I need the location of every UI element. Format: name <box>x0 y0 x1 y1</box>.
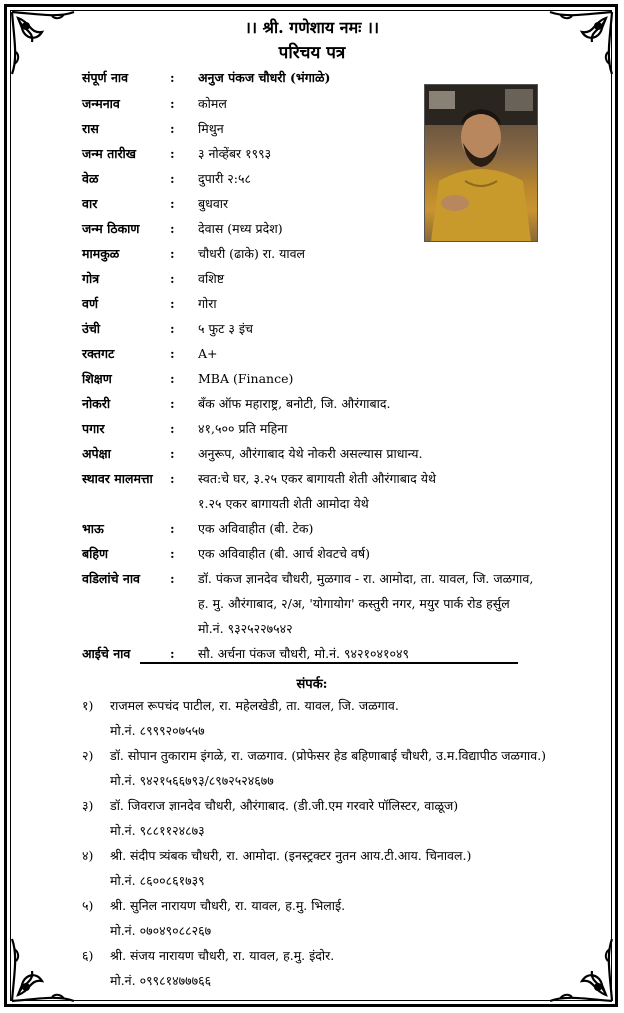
contact-number: २) <box>82 748 94 763</box>
field-value: चौधरी (ढाके) रा. यावल <box>198 246 305 261</box>
field-colon: : <box>170 546 175 561</box>
field-colon: : <box>170 221 175 236</box>
invocation-heading: ।। श्री. गणेशाय नमः ।। <box>244 18 380 37</box>
contact-name: राजमल रूपचंद पाटील, रा. महेलखेडी, ता. यावल, जि. जळगाव. <box>110 698 399 713</box>
field-label: रास <box>82 121 99 136</box>
field-value: देवास (मध्य प्रदेश) <box>198 221 283 236</box>
field-colon: : <box>170 571 175 586</box>
field-value: बँक ऑफ महाराष्ट्र, बनोटी, जि. औरंगाबाद. <box>198 396 391 411</box>
field-row <box>82 121 602 137</box>
field-label: भाऊ <box>82 521 104 536</box>
contact-name: श्री. संदीप त्र्यंबक चौधरी, रा. आमोदा. (इनस्ट्रक्टर नुतन आय.टी.आय. चिनावल.) <box>110 848 472 863</box>
field-value: वशिष्ट <box>198 271 224 286</box>
field-value: कोमल <box>198 96 227 111</box>
divider-line <box>140 662 518 664</box>
field-row <box>82 646 602 662</box>
field-value: अनुरूप, औरंगाबाद येथे नोकरी असल्यास प्राधान्य. <box>198 446 423 461</box>
field-colon: : <box>170 171 175 186</box>
field-label: स्थावर मालमत्ता <box>82 471 153 486</box>
field-label: संपूर्ण नाव <box>82 70 129 85</box>
field-label: अपेक्षा <box>82 446 111 461</box>
contact-name: श्री. सुनिल नारायण चौधरी, रा. यावल, ह.मु. भिलाई. <box>110 898 346 913</box>
field-colon: : <box>170 271 175 286</box>
field-row <box>82 421 602 437</box>
contact-phone: मो.नं. ९८८११२४८७३ <box>110 823 205 838</box>
field-label: मामकुळ <box>82 246 120 261</box>
field-label: बहिण <box>82 546 109 561</box>
contact-number: ५) <box>82 898 94 913</box>
contact-number: १) <box>82 698 94 713</box>
field-value: A+ <box>198 346 218 361</box>
contact-number: ४) <box>82 848 94 863</box>
field-row <box>82 271 602 287</box>
field-row <box>82 70 602 86</box>
field-row <box>82 571 602 637</box>
field-colon: : <box>170 521 175 536</box>
field-value: दुपारी २:५८ <box>198 171 252 186</box>
contact-phone: मो.नं. ८६००८६१७३९ <box>110 873 205 888</box>
field-value: सौ. अर्चना पंकज चौधरी, मो.नं. ९४२१०४१०४९ <box>198 646 409 661</box>
field-label: शिक्षण <box>82 371 112 386</box>
field-row <box>82 146 602 162</box>
field-label: वर्ण <box>82 296 98 311</box>
field-value: स्वत:चे घर, ३.२५ एकर बागायती शेती औरंगाबाद येथे <box>198 471 437 486</box>
field-value: ४१,५०० प्रति महिना <box>198 421 288 436</box>
field-colon: : <box>170 371 175 386</box>
field-row <box>82 321 602 337</box>
contact-phone: मो.नं. ०९९८१४७७७६६ <box>110 973 212 988</box>
field-label: जन्मनाव <box>82 96 120 111</box>
field-row <box>82 296 602 312</box>
field-colon: : <box>170 296 175 311</box>
field-row <box>82 471 602 512</box>
field-colon: : <box>170 421 175 436</box>
field-value: मिथुन <box>198 121 224 136</box>
field-colon: : <box>170 146 175 161</box>
contact-heading: संपर्क: <box>296 677 328 692</box>
field-row <box>82 396 602 412</box>
field-colon: : <box>170 246 175 261</box>
contact-name: डॉ. सोपान तुकाराम इंगळे, रा. जळगाव. (प्रोफेसर हेड बहिणाबाई चौधरी, उ.म.विद्यापीठ जळगाव.) <box>110 748 547 763</box>
field-label: नोकरी <box>82 396 111 411</box>
contact-phone: मो.नं. ९४२१५६६७९३/८९७२५२४६७७ <box>110 773 274 788</box>
contact-number: ३) <box>82 798 94 813</box>
field-label: जन्म ठिकाण <box>82 221 140 236</box>
field-colon: : <box>170 396 175 411</box>
field-label: आईचे नाव <box>82 646 131 661</box>
field-row <box>82 446 602 462</box>
field-row <box>82 346 602 362</box>
field-value: ३ नोव्हेंबर १९९३ <box>198 146 272 161</box>
field-label: उंची <box>82 321 101 336</box>
field-value: अनुज पंकज चौधरी (भंगाळे) <box>198 70 331 85</box>
field-label: वडिलांचे नाव <box>82 571 141 586</box>
field-colon: : <box>170 321 175 336</box>
field-label: गोत्र <box>82 271 100 286</box>
field-row <box>82 546 602 562</box>
field-value: बुधवार <box>198 196 229 211</box>
field-value-continued: ह. मु. औरंगाबाद, २/अ, 'योगायोग' कस्तुरी नगर, मयुर पार्क रोड हर्सुल <box>198 596 510 611</box>
corner-ornament-icon <box>544 933 616 1005</box>
corner-ornament-icon <box>8 933 80 1005</box>
field-colon: : <box>170 70 175 85</box>
field-value: एक अविवाहीत (बी. टेक) <box>198 521 314 536</box>
field-value: MBA (Finance) <box>198 371 294 386</box>
field-row <box>82 371 602 387</box>
field-value: डॉ. पंकज ज्ञानदेव चौधरी, मुळगाव - रा. आमोदा, ता. यावल, जि. जळगाव, <box>198 571 534 586</box>
field-row <box>82 521 602 537</box>
field-value-continued: मो.नं. ९३२५२२७५४२ <box>198 621 293 636</box>
field-colon: : <box>170 346 175 361</box>
field-value-continued: १.२५ एकर बागायती शेती आमोदा येथे <box>198 496 369 511</box>
field-row <box>82 246 602 262</box>
field-label: रक्तगट <box>82 346 115 361</box>
field-label: जन्म तारीख <box>82 146 137 161</box>
field-colon: : <box>170 471 175 486</box>
field-value: एक अविवाहीत (बी. आर्च शेवटचे वर्ष) <box>198 546 370 561</box>
contact-phone: मो.नं. ८९९९२०७५५७ <box>110 723 205 738</box>
contact-number: ६) <box>82 948 94 963</box>
field-row <box>82 171 602 187</box>
field-colon: : <box>170 446 175 461</box>
field-label: पगार <box>82 421 105 436</box>
field-label: वेळ <box>82 171 99 186</box>
field-value: ५ फुट ३ इंच <box>198 321 253 336</box>
field-value: गोरा <box>198 296 217 311</box>
field-colon: : <box>170 646 175 661</box>
contact-name: श्री. संजय नारायण चौधरी, रा. यावल, ह.मु. इंदोर. <box>110 948 335 963</box>
field-colon: : <box>170 196 175 211</box>
field-row <box>82 196 602 212</box>
field-row <box>82 221 602 237</box>
page-title: परिचय पत्र <box>278 43 346 63</box>
contact-name: डॉ. जिवराज ज्ञानदेव चौधरी, औरंगाबाद. (डी.जी.एम गरवारे पॉलिस्टर, वाळूज) <box>110 798 459 813</box>
contact-phone: मो.नं. ०७०४९०८८२६७ <box>110 923 212 938</box>
field-row <box>82 96 602 112</box>
field-label: वार <box>82 196 98 211</box>
field-colon: : <box>170 121 175 136</box>
field-colon: : <box>170 96 175 111</box>
